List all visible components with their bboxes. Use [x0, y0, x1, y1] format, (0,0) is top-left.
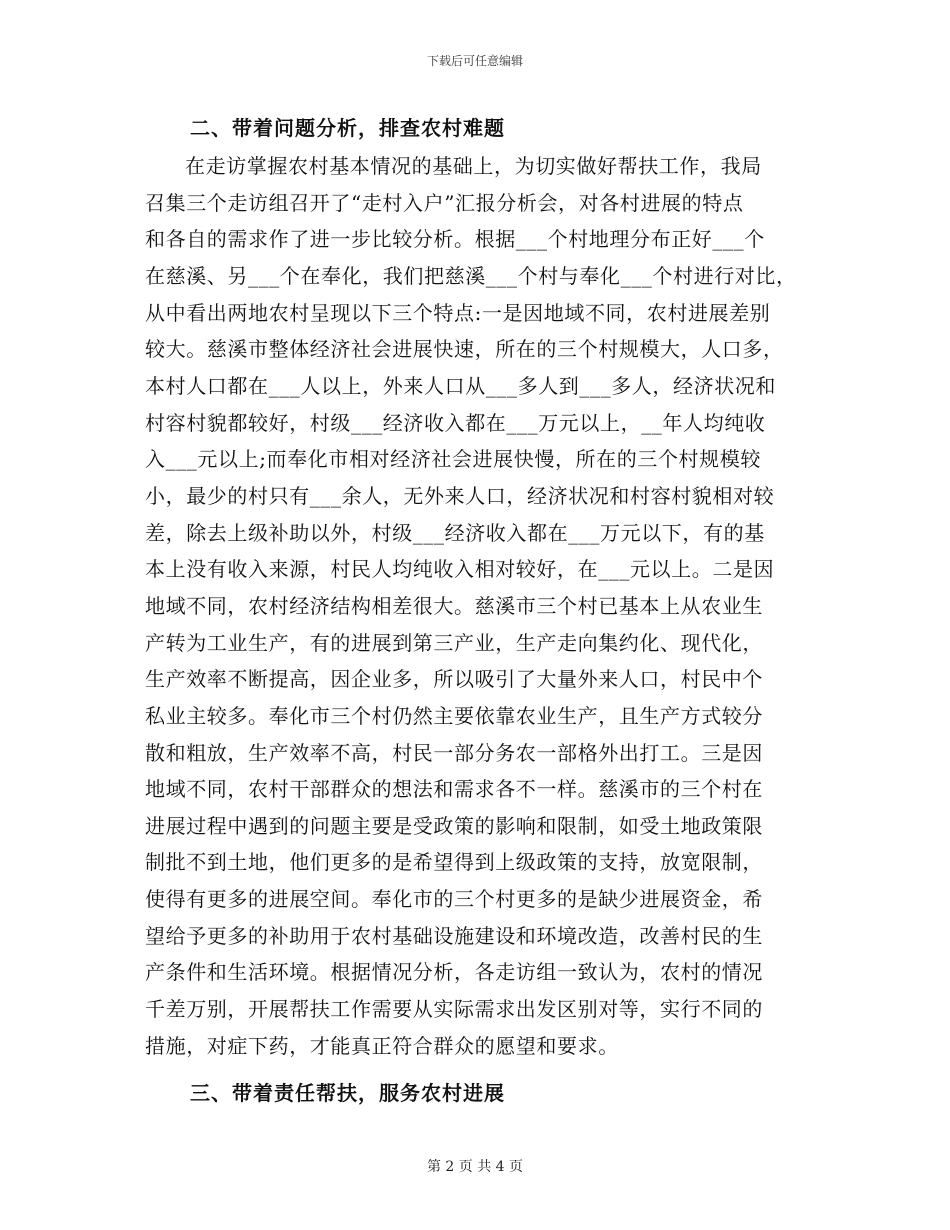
text-line: 使得有更多的进展空间。奉化市的三个村更多的是缺少进展资金，希: [145, 887, 763, 912]
text-line: 从中看出两地农村呈现以下三个特点:一是因地域不同，农村进展差别: [145, 300, 771, 325]
text-line: 产条件和生活环境。根据情况分析，各走访组一致认为，农村的情况: [145, 960, 763, 985]
section-heading-2: 二、带着问题分析，排查农村难题: [190, 116, 505, 140]
text-line: 在慈溪、另___个在奉化，我们把慈溪___个村与奉化___个村进行对比，: [145, 263, 797, 288]
text-line: 在走访掌握农村基本情况的基础上，为切实做好帮扶工作，我局: [185, 154, 762, 178]
text-line: 地域不同，农村干部群众的想法和需求各不一样。慈溪市的三个村在: [145, 777, 763, 802]
text-line: 地域不同，农村经济结构相差很大。慈溪市三个村已基本上从农业生: [145, 593, 763, 618]
text-line: 差，除去上级补助以外，村级___经济收入都在___万元以下，有的基: [145, 520, 765, 545]
text-line: 本上没有收入来源，村民人均纯收入相对较好，在___元以上。二是因: [145, 557, 775, 582]
text-line: 措施，对症下药，才能真正符合群众的愿望和要求。: [145, 1033, 619, 1058]
page-header-note: 下载后可任意编辑: [426, 54, 523, 68]
text-line: 制批不到土地，他们更多的是希望得到上级政策的支持，放宽限制，: [145, 850, 763, 875]
text-line: 千差万别，开展帮扶工作需要从实际需求出发区别对等，实行不同的: [145, 997, 763, 1022]
text-line: 进展过程中遇到的问题主要是受政策的影响和限制，如受土地政策限: [145, 813, 763, 838]
text-line: 望给予更多的补助用于农村基础设施建设和环境改造，改善村民的生: [145, 923, 763, 948]
text-line: 生产效率不断提高，因企业多，所以吸引了大量外来人口，村民中个: [145, 667, 763, 692]
text-line: 和各自的需求作了进一步比较分析。根据___个村地理分布正好___个: [145, 227, 765, 252]
text-line: 散和粗放，生产效率不高，村民一部分务农一部格外出打工。三是因: [145, 740, 763, 765]
text-line: 召集三个走访组召开了“走村入户”汇报分析会，对各村进展的特点: [145, 190, 744, 215]
text-line: 较大。慈溪市整体经济社会进展快速，所在的三个村规模大，人口多，: [145, 337, 784, 362]
body-paragraph: [145, 148, 805, 1064]
text-line: 私业主较多。奉化市三个村仍然主要依靠农业生产，且生产方式较分: [145, 703, 763, 728]
page-number: 第 2 页 共 4 页: [426, 1159, 524, 1175]
text-line: 产转为工业生产，有的进展到第三产业，生产走向集约化、现代化，: [145, 630, 763, 655]
text-line: 小，最少的村只有___余人，无外来人口，经济状况和村容村貌相对较: [145, 483, 775, 508]
text-line: 村容村貌都较好，村级___经济收入都在___万元以上，__年人均纯收: [145, 410, 766, 435]
text-line: 入___元以上;而奉化市相对经济社会进展快慢，所在的三个村规模较: [145, 447, 761, 472]
text-line: 本村人口都在___人以上，外来人口从___多人到___多人，经济状况和: [145, 373, 776, 398]
section-heading-3: 三、带着责任帮扶，服务农村进展: [190, 1081, 505, 1105]
